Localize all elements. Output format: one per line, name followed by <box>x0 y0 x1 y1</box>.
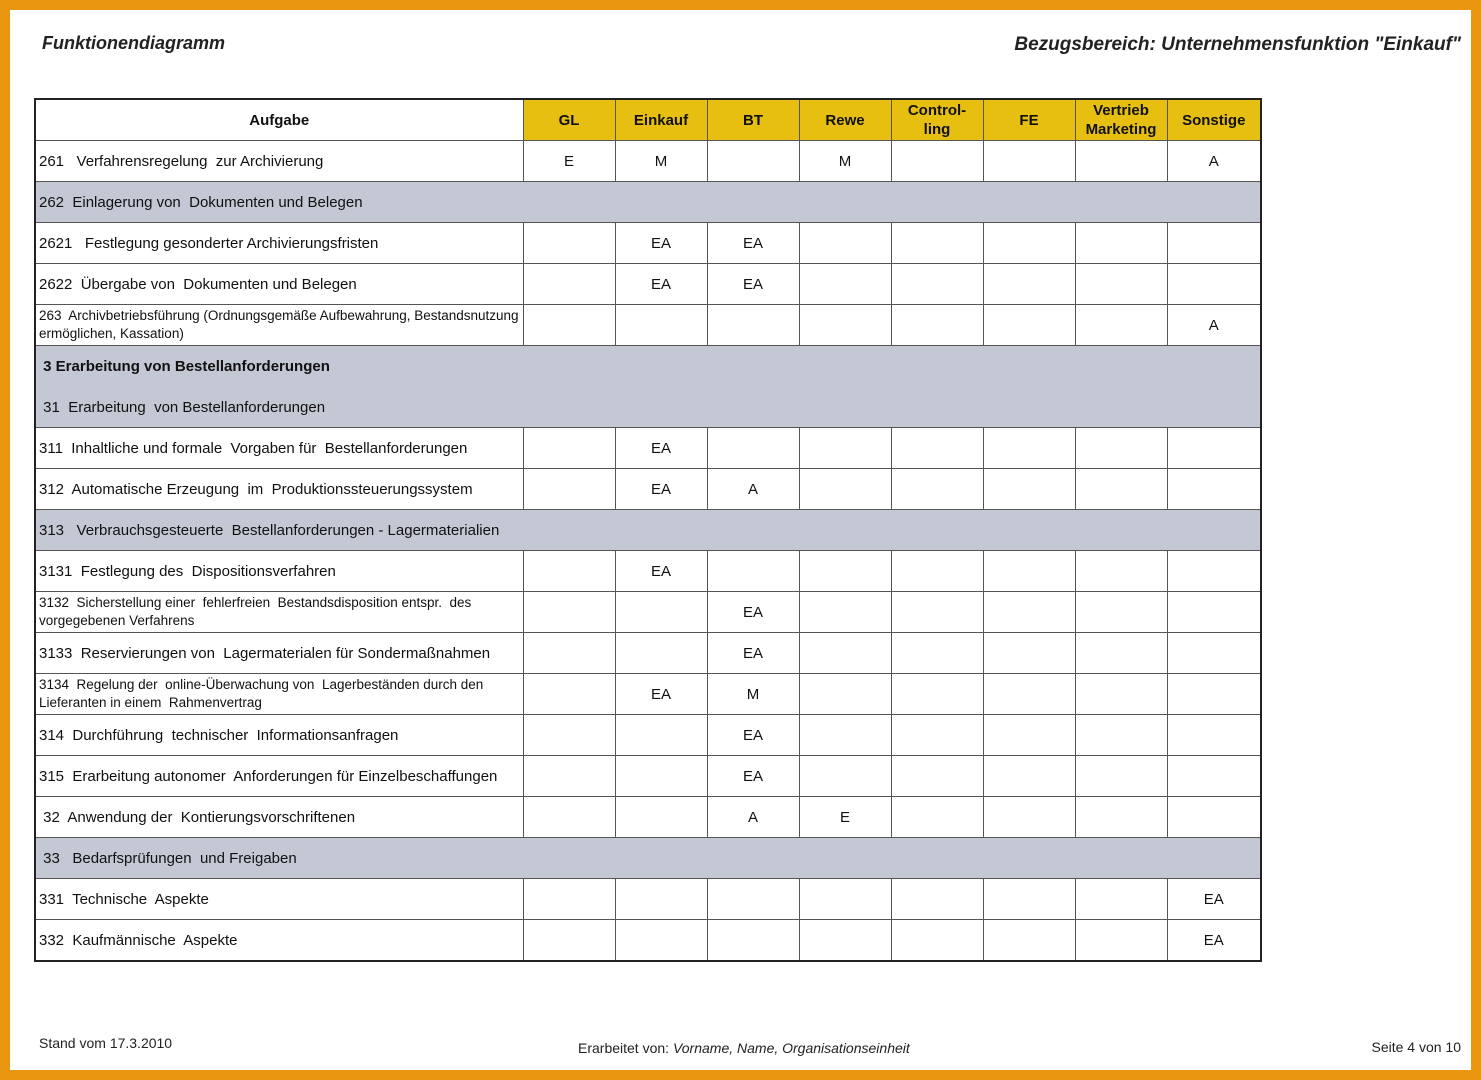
role-cell <box>799 633 891 674</box>
role-cell <box>1075 469 1167 510</box>
role-cell <box>891 182 983 223</box>
role-cell <box>983 469 1075 510</box>
footer-page-number: Seite 4 von 10 <box>1371 1039 1461 1055</box>
role-cell: A <box>1167 141 1261 182</box>
role-cell <box>707 510 799 551</box>
role-cell <box>615 592 707 633</box>
role-cell <box>891 141 983 182</box>
role-cell: EA <box>1167 920 1261 962</box>
role-cell: EA <box>615 551 707 592</box>
role-cell <box>891 510 983 551</box>
role-cell <box>891 797 983 838</box>
footer-author-prefix: Erarbeitet von: <box>578 1040 673 1056</box>
role-cell <box>1075 305 1167 346</box>
table-row <box>35 633 1261 674</box>
role-cell <box>1167 592 1261 633</box>
role-cell <box>615 633 707 674</box>
role-cell <box>707 305 799 346</box>
role-cell <box>523 264 615 305</box>
section-row <box>35 838 1261 879</box>
role-cell <box>1075 633 1167 674</box>
section-row <box>35 346 1261 387</box>
role-cell <box>1075 715 1167 756</box>
footer-author-name: Vorname, Name, Organisationseinheit <box>672 1040 910 1056</box>
role-cell <box>799 920 891 962</box>
role-cell <box>523 633 615 674</box>
role-cell: EA <box>707 756 799 797</box>
task-cell: 314 Durchführung technischer Informationsanfragen <box>35 715 523 756</box>
role-cell <box>1167 674 1261 715</box>
document-page <box>10 10 1471 1070</box>
role-cell <box>615 879 707 920</box>
table-row <box>35 264 1261 305</box>
task-cell: 2622 Übergabe von Dokumenten und Belegen <box>35 264 523 305</box>
role-cell: EA <box>615 469 707 510</box>
task-cell: 32 Anwendung der Kontierungsvorschriftenen <box>35 797 523 838</box>
role-cell <box>523 674 615 715</box>
role-cell <box>891 346 983 387</box>
role-cell <box>799 756 891 797</box>
role-cell <box>983 387 1075 428</box>
role-cell <box>1167 756 1261 797</box>
role-cell <box>983 182 1075 223</box>
role-cell: EA <box>615 428 707 469</box>
task-cell: 263 Archivbetriebsführung (Ordnungsgemäße Aufbewahrung, Bestandsnutzung ermöglichen, Kassation) <box>35 305 523 346</box>
role-cell <box>799 182 891 223</box>
role-cell <box>615 920 707 962</box>
role-cell <box>707 387 799 428</box>
role-cell <box>799 674 891 715</box>
task-cell: 3132 Sicherstellung einer fehlerfreien Bestandsdisposition entspr. des vorgegebenen Verfahrens <box>35 592 523 633</box>
function-diagram-table <box>34 98 1262 962</box>
task-cell: 331 Technische Aspekte <box>35 879 523 920</box>
role-cell <box>799 387 891 428</box>
role-cell: M <box>707 674 799 715</box>
role-cell <box>799 510 891 551</box>
role-cell <box>523 715 615 756</box>
role-cell: EA <box>707 223 799 264</box>
table-row <box>35 920 1261 962</box>
role-cell <box>1075 920 1167 962</box>
role-cell <box>707 182 799 223</box>
role-cell <box>1075 223 1167 264</box>
role-cell <box>983 715 1075 756</box>
role-cell <box>983 633 1075 674</box>
role-cell <box>1167 633 1261 674</box>
section-row <box>35 510 1261 551</box>
table-row <box>35 223 1261 264</box>
role-cell <box>615 797 707 838</box>
role-cell <box>799 264 891 305</box>
role-cell <box>523 879 615 920</box>
table-row <box>35 674 1261 715</box>
task-cell: 31 Erarbeitung von Bestellanforderungen <box>35 387 523 428</box>
table-row <box>35 797 1261 838</box>
role-cell <box>891 469 983 510</box>
role-cell: EA <box>615 674 707 715</box>
role-cell <box>983 346 1075 387</box>
role-cell <box>891 305 983 346</box>
role-cell <box>523 920 615 962</box>
role-cell <box>707 879 799 920</box>
role-cell <box>1075 182 1167 223</box>
task-cell: 262 Einlagerung von Dokumenten und Belegen <box>35 182 523 223</box>
role-cell <box>983 551 1075 592</box>
footer-author <box>578 1040 910 1056</box>
role-cell <box>615 182 707 223</box>
role-cell <box>1167 838 1261 879</box>
role-cell <box>983 141 1075 182</box>
role-cell <box>523 756 615 797</box>
role-cell <box>523 797 615 838</box>
role-cell <box>891 879 983 920</box>
role-cell <box>891 633 983 674</box>
role-cell <box>799 551 891 592</box>
column-header-role: BT <box>707 99 799 141</box>
role-cell <box>1075 838 1167 879</box>
role-cell <box>983 510 1075 551</box>
task-cell: 3 Erarbeitung von Bestellanforderungen <box>35 346 523 387</box>
role-cell <box>983 838 1075 879</box>
role-cell <box>799 879 891 920</box>
role-cell: EA <box>1167 879 1261 920</box>
role-cell <box>1075 674 1167 715</box>
table-body <box>35 141 1261 962</box>
table-header-row <box>35 99 1261 141</box>
role-cell <box>799 715 891 756</box>
role-cell <box>1167 797 1261 838</box>
role-cell <box>983 592 1075 633</box>
role-cell <box>615 510 707 551</box>
role-cell <box>1167 510 1261 551</box>
role-cell: M <box>799 141 891 182</box>
task-cell: 311 Inhaltliche und formale Vorgaben für Bestellanforderungen <box>35 428 523 469</box>
column-header-role: Rewe <box>799 99 891 141</box>
column-header-role: Vertrieb Marketing <box>1075 99 1167 141</box>
column-header-task: Aufgabe <box>35 99 523 141</box>
role-cell <box>707 141 799 182</box>
role-cell <box>891 264 983 305</box>
role-cell <box>891 551 983 592</box>
role-cell: EA <box>615 264 707 305</box>
table-row <box>35 756 1261 797</box>
role-cell <box>891 756 983 797</box>
role-cell: E <box>523 141 615 182</box>
role-cell <box>799 592 891 633</box>
role-cell <box>1167 223 1261 264</box>
role-cell <box>615 715 707 756</box>
role-cell <box>1075 756 1167 797</box>
role-cell <box>707 428 799 469</box>
task-cell: 312 Automatische Erzeugung im Produktionssteuerungssystem <box>35 469 523 510</box>
role-cell <box>615 305 707 346</box>
role-cell <box>799 223 891 264</box>
table-row <box>35 428 1261 469</box>
role-cell <box>1075 346 1167 387</box>
role-cell <box>891 387 983 428</box>
role-cell <box>523 182 615 223</box>
role-cell <box>1075 428 1167 469</box>
role-cell <box>1167 551 1261 592</box>
role-cell <box>891 674 983 715</box>
task-cell: 313 Verbrauchsgesteuerte Bestellanforderungen - Lagermaterialien <box>35 510 523 551</box>
column-header-role: FE <box>983 99 1075 141</box>
role-cell <box>891 715 983 756</box>
table-row <box>35 551 1261 592</box>
role-cell <box>799 838 891 879</box>
column-header-role: GL <box>523 99 615 141</box>
role-cell <box>523 387 615 428</box>
role-cell: EA <box>707 264 799 305</box>
role-cell <box>799 428 891 469</box>
role-cell <box>615 387 707 428</box>
role-cell <box>799 346 891 387</box>
role-cell <box>1167 715 1261 756</box>
table-row <box>35 141 1261 182</box>
role-cell <box>983 879 1075 920</box>
document-title: Funktionendiagramm <box>42 33 226 53</box>
role-cell <box>707 551 799 592</box>
role-cell <box>1075 510 1167 551</box>
section-row <box>35 182 1261 223</box>
role-cell <box>523 223 615 264</box>
role-cell <box>1075 264 1167 305</box>
task-cell: 2621 Festlegung gesonderter Archivierungsfristen <box>35 223 523 264</box>
role-cell <box>891 428 983 469</box>
role-cell <box>1167 387 1261 428</box>
role-cell <box>983 428 1075 469</box>
role-cell <box>615 756 707 797</box>
role-cell <box>523 551 615 592</box>
role-cell <box>615 346 707 387</box>
role-cell <box>891 592 983 633</box>
role-cell <box>523 346 615 387</box>
task-cell: 33 Bedarfsprüfungen und Freigaben <box>35 838 523 879</box>
role-cell <box>983 674 1075 715</box>
role-cell <box>983 223 1075 264</box>
table-row <box>35 469 1261 510</box>
role-cell <box>983 920 1075 962</box>
role-cell <box>1075 141 1167 182</box>
document-scope: Bezugsbereich: Unternehmensfunktion "Einkauf" <box>1014 34 1461 55</box>
task-cell: 3134 Regelung der online-Überwachung von Lagerbeständen durch den Lieferanten in einem Rahmenvertrag <box>35 674 523 715</box>
role-cell: EA <box>707 633 799 674</box>
role-cell <box>523 838 615 879</box>
role-cell <box>707 346 799 387</box>
section-row <box>35 387 1261 428</box>
role-cell <box>891 838 983 879</box>
role-cell: EA <box>615 223 707 264</box>
task-cell: 315 Erarbeitung autonomer Anforderungen für Einzelbeschaffungen <box>35 756 523 797</box>
column-header-role: Einkauf <box>615 99 707 141</box>
role-cell <box>1167 182 1261 223</box>
role-cell <box>983 797 1075 838</box>
role-cell <box>1075 879 1167 920</box>
task-cell: 261 Verfahrensregelung zur Archivierung <box>35 141 523 182</box>
role-cell <box>523 428 615 469</box>
task-cell: 332 Kaufmännische Aspekte <box>35 920 523 962</box>
role-cell <box>983 305 1075 346</box>
table-row <box>35 879 1261 920</box>
table-row <box>35 592 1261 633</box>
table-row <box>35 305 1261 346</box>
role-cell <box>1167 264 1261 305</box>
column-header-role: Control- ling <box>891 99 983 141</box>
role-cell <box>523 469 615 510</box>
role-cell <box>1167 428 1261 469</box>
role-cell <box>1075 797 1167 838</box>
role-cell: A <box>707 469 799 510</box>
role-cell <box>1075 387 1167 428</box>
role-cell <box>983 756 1075 797</box>
role-cell <box>615 838 707 879</box>
role-cell: EA <box>707 592 799 633</box>
role-cell <box>1075 592 1167 633</box>
role-cell <box>523 510 615 551</box>
role-cell <box>799 469 891 510</box>
role-cell <box>891 920 983 962</box>
role-cell <box>707 920 799 962</box>
table-row <box>35 715 1261 756</box>
role-cell <box>1075 551 1167 592</box>
role-cell <box>983 264 1075 305</box>
task-cell: 3133 Reservierungen von Lagermaterialen für Sondermaßnahmen <box>35 633 523 674</box>
role-cell <box>1167 346 1261 387</box>
role-cell: EA <box>707 715 799 756</box>
column-header-role: Sonstige <box>1167 99 1261 141</box>
role-cell: M <box>615 141 707 182</box>
role-cell: E <box>799 797 891 838</box>
role-cell <box>523 305 615 346</box>
role-cell <box>1167 469 1261 510</box>
role-cell <box>523 592 615 633</box>
role-cell: A <box>1167 305 1261 346</box>
task-cell: 3131 Festlegung des Dispositionsverfahren <box>35 551 523 592</box>
role-cell: A <box>707 797 799 838</box>
role-cell <box>707 838 799 879</box>
role-cell <box>799 305 891 346</box>
footer-date: Stand vom 17.3.2010 <box>39 1035 173 1051</box>
role-cell <box>891 223 983 264</box>
